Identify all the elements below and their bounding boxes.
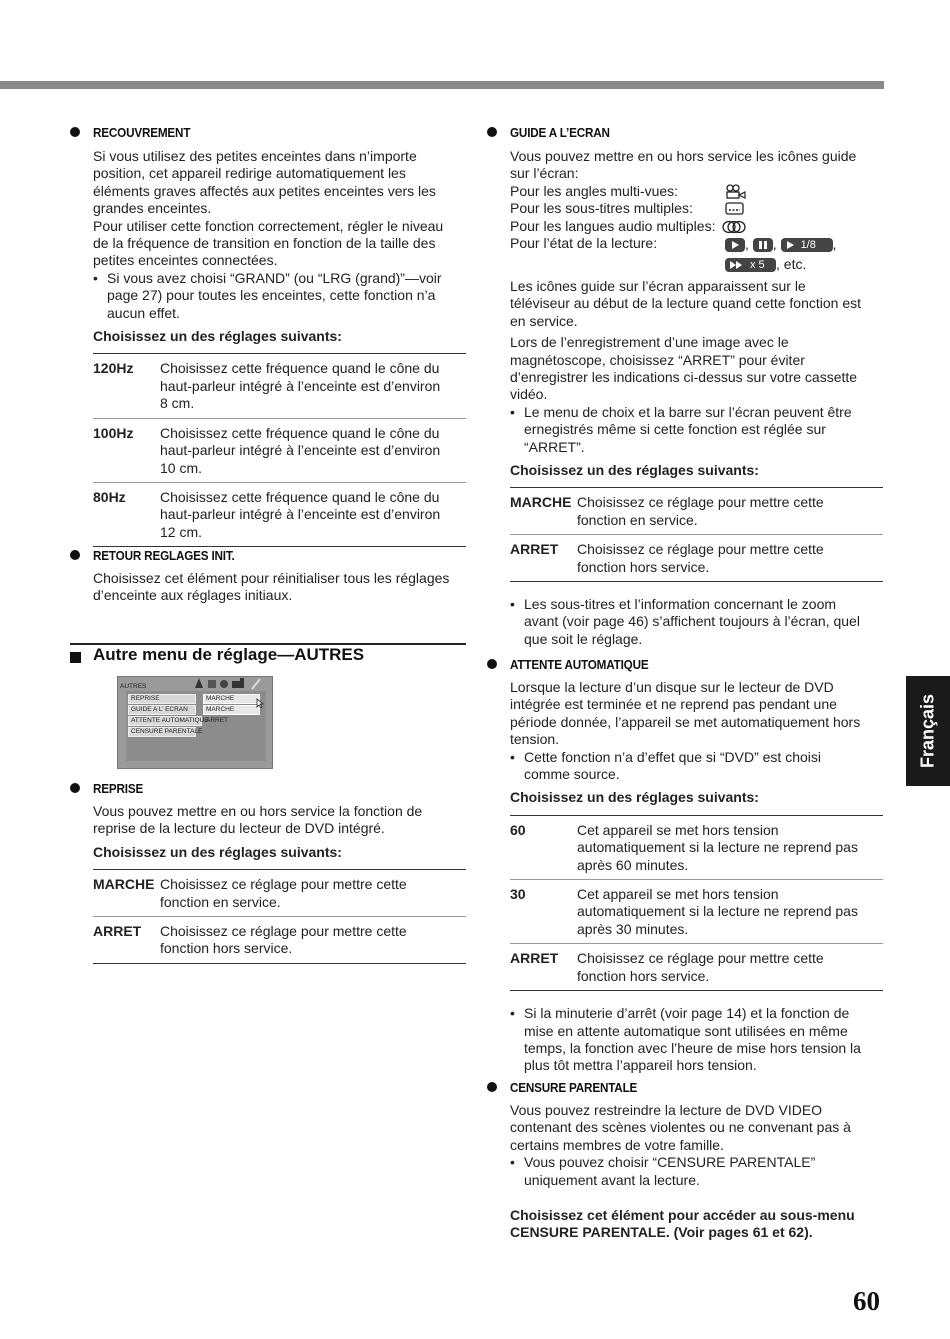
angle-icon (725, 184, 747, 199)
text-line: mise en attente automatique sont utilisées en même (524, 1022, 848, 1039)
table-row (93, 870, 466, 917)
text-line: avant (voir page 46) s’affichent toujours à l’écran, quel (524, 613, 860, 630)
recouvrement-section (70, 125, 466, 547)
text-line: ernegistrés même si cette fonction est réglée sur (524, 421, 826, 438)
text-line: période donnée, l’appareil se met automatiquement hors (510, 713, 861, 730)
text-line: en service. (510, 312, 578, 329)
bullet-icon (70, 127, 80, 137)
table-row (93, 418, 466, 482)
text-line: Pour les langues audio multiples: (510, 217, 716, 234)
option-key: MARCHE (93, 876, 155, 893)
text-line: aucun effet. (107, 304, 180, 321)
text-line: d’enceinte aux réglages initiaux. (93, 587, 293, 604)
bullet-icon (487, 659, 497, 669)
page-number: 60 (853, 1286, 880, 1316)
text-line: comme source. (524, 766, 620, 783)
text-line: • Vous pouvez choisir “CENSURE PARENTALE” (524, 1154, 816, 1171)
table-row (510, 880, 883, 944)
option-key: ARRET (510, 944, 577, 991)
guide-heading: GUIDE A L’ECRAN (510, 125, 610, 140)
option-desc: Choisissez ce réglage pour mettre cette fonction hors service. (577, 944, 883, 991)
icon-row-angles (510, 183, 883, 200)
text-line: Vous pouvez restreindre la lecture de DVD VIDEO (510, 1102, 823, 1118)
osd-menu-screenshot (117, 676, 273, 769)
guide-section (487, 125, 883, 648)
options-table (510, 487, 883, 582)
text-line: page 27) pour toutes les enceintes, cette fonction n’a (107, 287, 436, 304)
text-line: • Si vous avez choisi “GRAND” (ou “LRG (grand)”—voir (107, 269, 442, 286)
option-desc: Choisissez ce réglage pour mettre cette fonction hors service. (160, 917, 466, 964)
text-line: • Cette fonction n’a d’effet que si “DVD” est choisi (524, 748, 822, 765)
pause-icon (753, 238, 773, 252)
osd-item-label: ATTENTE AUTOMATIQUE (131, 717, 209, 724)
note (510, 1005, 883, 1075)
option-key: 100Hz (93, 418, 160, 482)
note (93, 270, 466, 322)
text-line: Vous pouvez mettre en ou hors service les icônes guide (510, 148, 857, 164)
attente-heading: ATTENTE AUTOMATIQUE (510, 657, 649, 672)
option-desc: Cet appareil se met hors tension automatiquement si la lecture ne reprend pas après 60 minutes. (577, 821, 858, 873)
table-row (93, 354, 466, 418)
text-line: Choisissez cet élément pour réinitialiser tous les réglages (93, 570, 450, 586)
text-line: téléviseur au début de la lecture quand cette fonction est (510, 295, 862, 312)
option-key: ARRET (510, 535, 577, 582)
osd-value: MARCHE (206, 706, 235, 713)
option-key: 60 (510, 821, 526, 838)
recouvrement-heading: RECOUVREMENT (93, 125, 191, 140)
reprise-heading: REPRISE (93, 781, 144, 796)
text-line: • Si la minuterie d’arrêt (voir page 14) et la fonction de (524, 1005, 850, 1022)
language-tab-label: Français (917, 693, 938, 769)
censure-section (487, 1080, 883, 1242)
text-line: petites enceintes connectées. (93, 252, 278, 269)
text-line: Choisissez cet élément pour accéder au sous-menu (510, 1207, 855, 1224)
audio-icon (721, 220, 747, 234)
play-icon (725, 238, 745, 252)
option-key: 30 (510, 880, 577, 944)
attente-section (487, 657, 883, 1075)
text-line: • Les sous-titres et l’information concernant le zoom (524, 596, 837, 613)
option-desc: Choisissez ce réglage pour mettre cette fonction en service. (160, 876, 407, 910)
subtitle-icon (725, 202, 745, 216)
chapter-badge-icon: 1/8 (781, 238, 833, 252)
text-line: reprise de la lecture du lecteur de DVD intégré. (93, 820, 385, 837)
text-line: que soit le réglage. (524, 630, 643, 647)
option-key: MARCHE (510, 494, 572, 511)
censure-heading: CENSURE PARENTALE (510, 1080, 638, 1095)
text-line: éléments graves affectés aux petites enceintes vers les (93, 182, 436, 199)
text-line: intégrée est terminée et ne reprend pas pendant une (510, 696, 837, 713)
text-line: CENSURE PARENTALE. (Voir pages 61 et 62). (510, 1224, 813, 1241)
text-line: contenant des scènes violentes ou ne convenant pas à (510, 1119, 851, 1136)
note (510, 596, 883, 648)
options-table (93, 353, 466, 547)
table-row (510, 488, 883, 535)
text-line: d’enregistrer les indications ci-dessus sur votre cassette (510, 369, 858, 386)
option-key: 120Hz (93, 360, 134, 377)
options-table (510, 815, 883, 991)
bullet-icon (70, 783, 80, 793)
text-line: sur l’écran: (510, 165, 579, 182)
osd-value: MARCHE (206, 695, 235, 702)
reprise-section (70, 781, 466, 964)
cursor-icon (256, 698, 266, 708)
text-line: vidéo. (510, 386, 548, 403)
option-key: ARRET (93, 917, 160, 964)
square-bullet-icon (70, 652, 81, 663)
table-row (93, 482, 466, 546)
top-rule (0, 81, 884, 89)
osd-value: ARRET (206, 717, 229, 724)
osd-title: AUTRES (120, 683, 147, 690)
fast-forward-badge-icon: x 5 (725, 258, 776, 272)
choose-label: Choisissez un des réglages suivants: (510, 789, 759, 806)
options-table (93, 869, 466, 964)
choose-label: Choisissez un des réglages suivants: (510, 462, 759, 479)
etc-text: , etc. (776, 255, 807, 272)
bullet-icon (487, 127, 497, 137)
text-line: Pour les sous-titres multiples: (510, 200, 693, 217)
osd-item-label: CENSURE PARENTALE (131, 728, 203, 735)
retour-heading: RETOUR REGLAGES INIT. (93, 548, 235, 563)
osd-item-label: GUIDE A L’ ECRAN (131, 706, 188, 713)
table-row (510, 535, 883, 582)
bullet-icon (487, 1082, 497, 1092)
icon-row-playback-2 (510, 254, 883, 273)
language-tab (906, 676, 950, 786)
osd-tab-icons (190, 677, 272, 691)
text-line: tension. (510, 731, 560, 748)
table-row (510, 815, 883, 879)
text-line: magnétoscope, choisissez “ARRET” pour éviter (510, 351, 805, 368)
section-title (70, 643, 466, 675)
choose-label: Choisissez un des réglages suivants: (93, 843, 342, 860)
option-desc: Choisissez cette fréquence quand le cône du haut-parleur intégré à l’enceinte est d’environ 12 cm. (160, 482, 466, 546)
icon-row-subtitles (510, 200, 883, 217)
text-line: Pour les angles multi-vues: (510, 182, 679, 199)
choose-label: Choisissez un des réglages suivants: (93, 328, 342, 345)
table-row (93, 917, 466, 964)
section-title-text: Autre menu de réglage—AUTRES (93, 645, 365, 664)
text-line: Les icônes guide sur l’écran apparaissent sur le (510, 277, 806, 294)
note (510, 749, 883, 784)
text-line: “ARRET”. (524, 438, 585, 455)
text-line: Si vous utilisez des petites enceintes dans n’importe (93, 148, 417, 164)
icon-row-playback: Pour l’état de la lecture: , , 1/8 , (510, 234, 837, 252)
option-key: 80Hz (93, 482, 160, 546)
text-line: plus tôt mettra l’appareil hors tension. (524, 1057, 757, 1074)
text-line: Lorsque la lecture d’un disque sur le lecteur de DVD (510, 679, 834, 695)
osd-item-label: REPRISE (131, 695, 160, 702)
text-line: Pour l’état de la lecture: (510, 234, 658, 251)
text-line: Pour utiliser cette fonction correctement, régler le niveau (93, 217, 444, 234)
icon-row-audio (510, 218, 883, 235)
retour-section (70, 548, 466, 605)
option-desc: Cet appareil se met hors tension automatiquement si la lecture ne reprend pas après 30 minutes. (577, 880, 883, 944)
note (510, 404, 883, 456)
table-row (510, 944, 883, 991)
option-desc: Choisissez ce réglage pour mettre cette fonction en service. (577, 494, 824, 528)
text-line: de la fréquence de transition en fonction de la taille des (93, 235, 436, 252)
text-line: position, cet appareil redirige automatiquement les (93, 165, 406, 182)
text-line: certains membres de votre famille. (510, 1136, 724, 1153)
bullet-icon (70, 550, 80, 560)
text-line: Lors de l’enregistrement d’une image avec le (510, 334, 789, 351)
option-desc: Choisissez cette fréquence quand le cône du haut-parleur intégré à l’enceinte est d’environ 8 cm. (160, 360, 441, 412)
option-desc: Choisissez ce réglage pour mettre cette fonction hors service. (577, 535, 883, 582)
text-line: uniquement avant la lecture. (524, 1171, 700, 1188)
text-line: Vous pouvez mettre en ou hors service la fonction de (93, 803, 423, 819)
text-line: • Le menu de choix et la barre sur l’écran peuvent être (524, 403, 852, 420)
text-line: temps, la fonction avec l’heure de mise hors tension la (524, 1039, 861, 1056)
option-desc: Choisissez cette fréquence quand le cône du haut-parleur intégré à l’enceinte est d’environ 10 cm. (160, 418, 466, 482)
note (510, 1154, 883, 1189)
text-line: grandes enceintes. (93, 200, 212, 217)
